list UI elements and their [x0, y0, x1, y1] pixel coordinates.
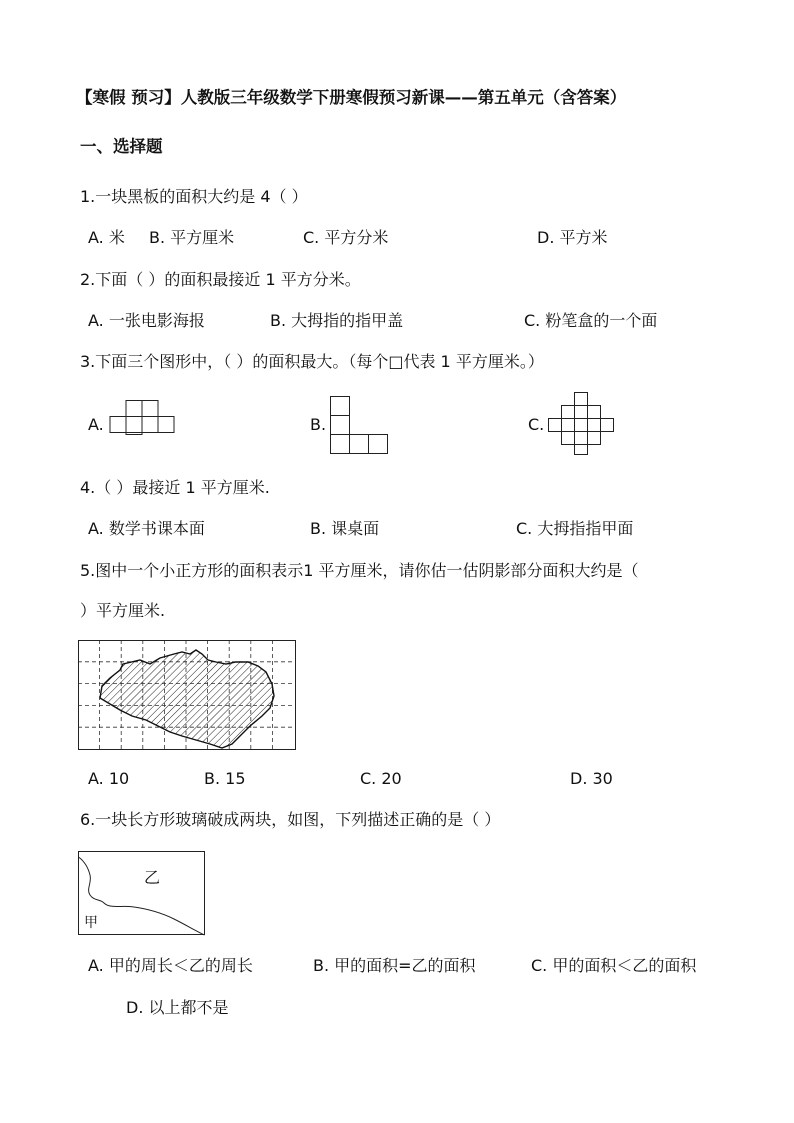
q6-option-b[interactable]: B. 甲的面积=乙的面积: [313, 956, 476, 975]
shape-c-figure: [546, 392, 616, 458]
q6-option-d[interactable]: D. 以上都不是: [126, 998, 229, 1017]
q1-option-d[interactable]: D. 平方米: [537, 228, 608, 247]
q3-option-c[interactable]: C.: [528, 415, 545, 434]
q2-option-c[interactable]: C. 粉笔盒的一个面: [524, 311, 658, 330]
q5-option-b[interactable]: B. 15: [204, 769, 246, 788]
figure-label-yi: 乙: [144, 868, 161, 887]
question-5-line1: 5.图中一个小正方形的面积表示1 平方厘米，请你估一估阴影部分面积大约是（: [80, 561, 639, 580]
question-1: 1.一块黑板的面积大约是 4（ ）: [80, 187, 308, 206]
q1-option-b[interactable]: B. 平方厘米: [149, 228, 235, 247]
q2-option-b[interactable]: B. 大拇指的指甲盖: [270, 311, 404, 330]
q4-option-b[interactable]: B. 课桌面: [310, 519, 380, 538]
q5-option-c[interactable]: C. 20: [360, 769, 402, 788]
q3-option-a[interactable]: A.: [88, 415, 104, 434]
q1-option-a[interactable]: A. 米: [88, 228, 125, 247]
q6-option-a[interactable]: A. 甲的周长＜乙的周长: [88, 956, 253, 975]
q3-option-b[interactable]: B.: [310, 415, 327, 434]
q6-option-c[interactable]: C. 甲的面积＜乙的面积: [531, 956, 697, 975]
question-5-line2: ）平方厘米.: [80, 601, 166, 620]
figure-label-jia: 甲: [84, 915, 98, 931]
shape-a-figure: [106, 400, 176, 436]
q5-option-d[interactable]: D. 30: [570, 769, 613, 788]
q4-option-a[interactable]: A. 数学书课本面: [88, 519, 205, 538]
q2-option-a[interactable]: A. 一张电影海报: [88, 311, 205, 330]
shaded-area-grid-figure: [78, 640, 296, 750]
section-heading: 一、选择题: [80, 137, 163, 156]
shape-b-figure: [330, 396, 392, 456]
q5-option-a[interactable]: A. 10: [88, 769, 130, 788]
page-title: 【寒假 预习】人教版三年级数学下册寒假预习新课——第五单元（含答案）: [76, 88, 627, 107]
question-3: 3.下面三个图形中，（ ）的面积最大。（每个□代表 1 平方厘米。）: [80, 352, 544, 371]
question-4: 4.（ ）最接近 1 平方厘米.: [80, 478, 270, 497]
question-6: 6.一块长方形玻璃破成两块，如图，下列描述正确的是（ ）: [80, 810, 501, 829]
q4-option-c[interactable]: C. 大拇指指甲面: [516, 519, 634, 538]
question-2: 2.下面（ ）的面积最接近 1 平方分米。: [80, 270, 361, 289]
q1-option-c[interactable]: C. 平方分米: [303, 228, 389, 247]
